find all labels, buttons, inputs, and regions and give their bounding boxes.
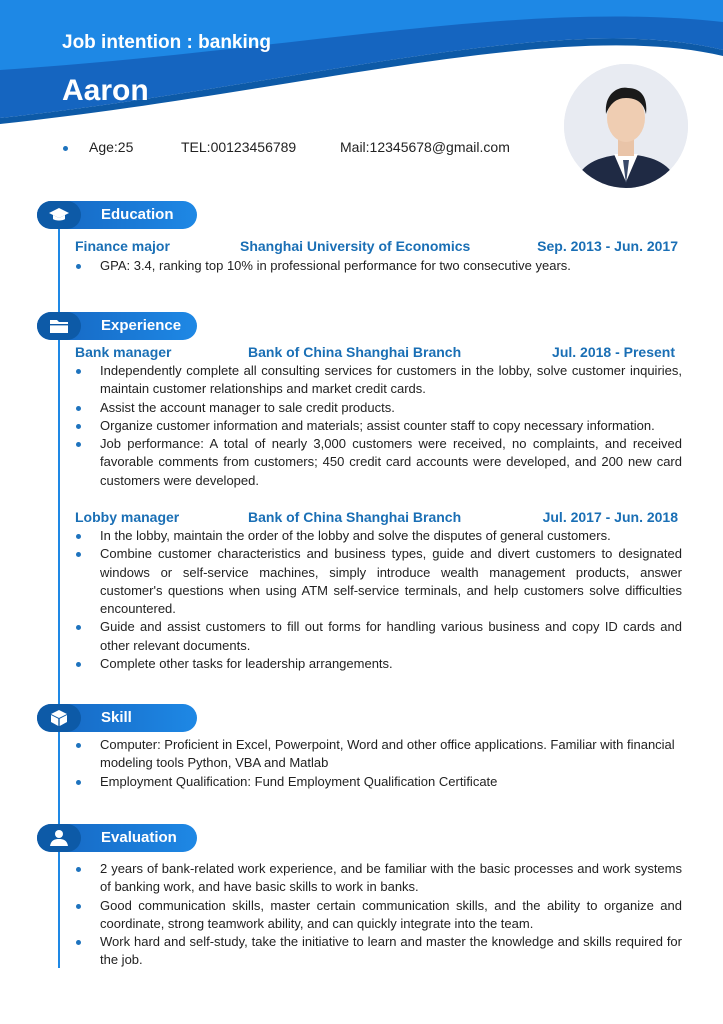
person-icon — [49, 829, 69, 847]
mail-text: Mail:12345678@gmail.com — [340, 139, 510, 155]
graduation-cap-icon — [49, 206, 69, 224]
education-period: Sep. 2013 - Jun. 2017 — [537, 238, 678, 254]
list-item: Work hard and self-study, take the initiative to learn and master the knowledge and skills required for the job. — [74, 933, 682, 970]
job1-role: Bank manager — [75, 344, 172, 360]
candidate-name: Aaron — [62, 74, 149, 107]
list-item: Combine customer characteristics and business types, guide and divert customers to designated windows or self-service machines, simply introduce wealth management products, answer customer's questions when using ATM self-service terminals, and help customers solve difficulties encountered. — [74, 545, 682, 618]
info-bullet — [63, 146, 68, 151]
education-bullets — [74, 257, 682, 275]
list-item: Employment Qualification: Fund Employment Qualification Certificate — [74, 773, 682, 791]
cube-icon — [49, 709, 69, 727]
evaluation-section-header — [37, 824, 197, 852]
list-item: Good communication skills, master certain communication skills, and the ability to organize and coordinate, strong teamwork ability, and can quickly integrate into the team. — [74, 897, 682, 934]
job1-period: Jul. 2018 - Present — [552, 344, 675, 360]
education-major: Finance major — [75, 238, 170, 254]
profile-photo — [564, 64, 688, 188]
job1-bullets — [74, 362, 682, 490]
list-item: Job performance: A total of nearly 3,000 customers were received, no complaints, and received favorable comments from customers; 450 credit card accounts were developed, and 200 new card customers were developed. — [74, 435, 682, 490]
evaluation-bullets — [74, 860, 682, 970]
skill-bullets — [74, 736, 682, 791]
education-section-header — [37, 201, 197, 229]
list-item: Assist the account manager to sale credit products. — [74, 399, 682, 417]
list-item: 2 years of bank-related work experience, and be familiar with the basic processes and work systems of banking work, and have basic skills to work in banks. — [74, 860, 682, 897]
job2-role: Lobby manager — [75, 509, 180, 525]
job2-bullets — [74, 527, 682, 673]
list-item: Independently complete all consulting services for customers in the lobby, solve customer inquiries, maintain customer relationships and market credit cards. — [74, 362, 682, 399]
job2-period: Jul. 2017 - Jun. 2018 — [542, 509, 678, 525]
job-intention: Job intention : banking — [62, 32, 271, 53]
list-item: Complete other tasks for leadership arrangements. — [74, 655, 682, 673]
list-item: Organize customer information and materials; assist counter staff to copy necessary information. — [74, 417, 682, 435]
education-title: Education — [101, 206, 174, 223]
list-item: In the lobby, maintain the order of the lobby and solve the disputes of general customers. — [74, 527, 682, 545]
evaluation-title: Evaluation — [101, 829, 177, 846]
education-school: Shanghai University of Economics — [240, 238, 471, 254]
skill-section-header — [37, 704, 197, 732]
experience-title: Experience — [101, 317, 182, 334]
tel-text: TEL:00123456789 — [181, 139, 297, 155]
list-item: Guide and assist customers to fill out forms for handling various business and copy ID cards and other relevant documents. — [74, 618, 682, 655]
job1-company: Bank of China Shanghai Branch — [248, 344, 462, 360]
age-text: Age:25 — [89, 139, 134, 155]
list-item: GPA: 3.4, ranking top 10% in professional performance for two consecutive years. — [74, 257, 682, 275]
list-item: Computer: Proficient in Excel, Powerpoint, Word and other office applications. Familiar with financial modeling tools Python, VBA and Matlab — [74, 736, 682, 773]
skill-title: Skill — [101, 709, 132, 726]
job2-company: Bank of China Shanghai Branch — [248, 509, 462, 525]
experience-section-header — [37, 312, 197, 340]
folder-icon — [49, 317, 69, 335]
